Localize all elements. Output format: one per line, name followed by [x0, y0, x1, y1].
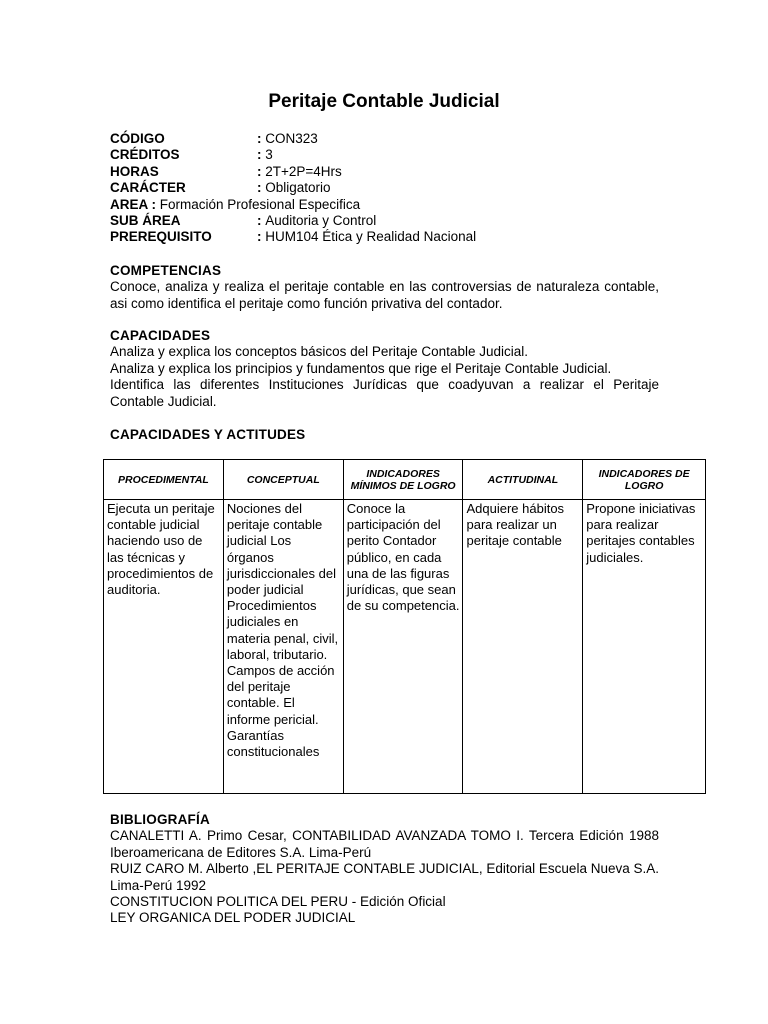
header-conceptual: CONCEPTUAL	[223, 460, 343, 500]
horas-value: 2T+2P=4Hrs	[265, 163, 342, 179]
prerequisito-label: PREREQUISITO	[110, 229, 212, 245]
bibliografia-section	[110, 812, 659, 927]
capacidad-line: Analiza y explica los conceptos básicos del Peritaje Contable Judicial.	[110, 344, 528, 360]
header-indicadores-minimos: INDICADORES MÍNIMOS DE LOGRO	[343, 460, 463, 500]
competencias-text: Conoce, analiza y realiza el peritaje contable en las controversias de naturaleza contable, asi como identifica el peritaje como función privativa del contador.	[110, 279, 659, 311]
bibliography-entry: LEY ORGANICA DEL PODER JUDICIAL	[110, 910, 356, 926]
codigo-row: CÓDIGO : CON323	[110, 131, 318, 146]
prerequisito-value: HUM104 Ética y Realidad Nacional	[265, 229, 477, 245]
competencias-section	[110, 263, 659, 312]
creditos-label: CRÉDITOS	[110, 147, 180, 163]
capacidades-section	[110, 328, 659, 410]
bibliography-entry: RUIZ CARO M. Alberto ,EL PERITAJE CONTABLE JUDICIAL, Editorial Escuela Nueva S.A. Lima-Perú 1992	[110, 861, 659, 893]
horas-row: HORAS : 2T+2P=4Hrs	[110, 163, 342, 179]
area-value: Formación Profesional Especifica	[159, 196, 361, 212]
bibliography-entry: CONSTITUCION POLITICA DEL PERU - Edición Oficial	[110, 894, 446, 910]
caracter-label: CARÁCTER	[110, 180, 186, 196]
bibliografia-heading: BIBLIOGRAFÍA	[110, 812, 210, 827]
header-indicadores-logro: INDICADORES DE LOGRO	[583, 460, 706, 500]
competencias-heading: COMPETENCIAS	[110, 263, 222, 278]
document-title: Peritaje Contable Judicial	[268, 91, 500, 112]
horas-label: HORAS	[110, 163, 159, 179]
bibliography-entry: CANALETTI A. Primo Cesar, CONTABILIDAD AVANZADA TOMO I. Tercera Edición 1988 Iberoamericana de Editores S.A. Lima-Perú	[110, 828, 659, 860]
capacidad-line: Identifica las diferentes Instituciones Jurídicas que coadyuvan a realizar el Peritaje Contable Judicial.	[110, 377, 659, 409]
capacidades-actitudes-heading: CAPACIDADES Y ACTITUDES	[110, 427, 306, 442]
creditos-value: 3	[265, 147, 273, 163]
caracter-value: Obligatorio	[265, 180, 331, 196]
codigo-label: CÓDIGO	[110, 131, 165, 146]
capacidades-table	[103, 459, 706, 794]
header-actitudinal: ACTITUDINAL	[463, 460, 583, 500]
prerequisito-row: PREREQUISITO : HUM104 Ética y Realidad Nacional	[110, 229, 477, 245]
table-row	[104, 500, 706, 794]
capacidad-line: Analiza y explica los principios y fundamentos que rige el Peritaje Contable Judicial.	[110, 360, 612, 376]
cell-procedimental: Ejecuta un peritaje contable judicial haciendo uso de las técnicas y procedimientos de auditoria.	[104, 500, 224, 794]
capacidades-actitudes-table	[103, 459, 706, 794]
course-info	[110, 131, 670, 246]
capacidades-actitudes-section	[110, 427, 659, 443]
codigo-value: CON323	[265, 131, 318, 146]
creditos-row: CRÉDITOS : 3	[110, 147, 273, 163]
cell-actitudinal: Adquiere hábitos para realizar un peritaje contable	[463, 500, 583, 794]
cell-conceptual: Nociones del peritaje contable judicial Los órganos jurisdiccionales del poder judicial Procedimientos judiciales en materia penal, civil, laboral, tributario. Campos de acción del peritaje contable. El informe pericial. Garantías constitucionales	[223, 500, 343, 794]
sub-area-value: Auditoria y Control	[265, 212, 377, 228]
area-label: AREA :	[110, 196, 156, 212]
cell-indicadores-logro: Propone iniciativas para realizar peritajes contables judiciales.	[583, 500, 706, 794]
caracter-row: CARÁCTER : Obligatorio	[110, 180, 331, 196]
cell-indicadores-minimos: Conoce la participación del perito Contador público, en cada una de las figuras jurídicas, que sean de su competencia.	[343, 500, 463, 794]
sub-area-row: SUB ÁREA : Auditoria y Control	[110, 212, 377, 228]
table-header-row	[104, 460, 706, 500]
sub-area-label: SUB ÁREA	[110, 212, 181, 228]
capacidades-heading: CAPACIDADES	[110, 328, 211, 343]
header-procedimental: PROCEDIMENTAL	[104, 460, 224, 500]
area-row	[110, 197, 670, 213]
